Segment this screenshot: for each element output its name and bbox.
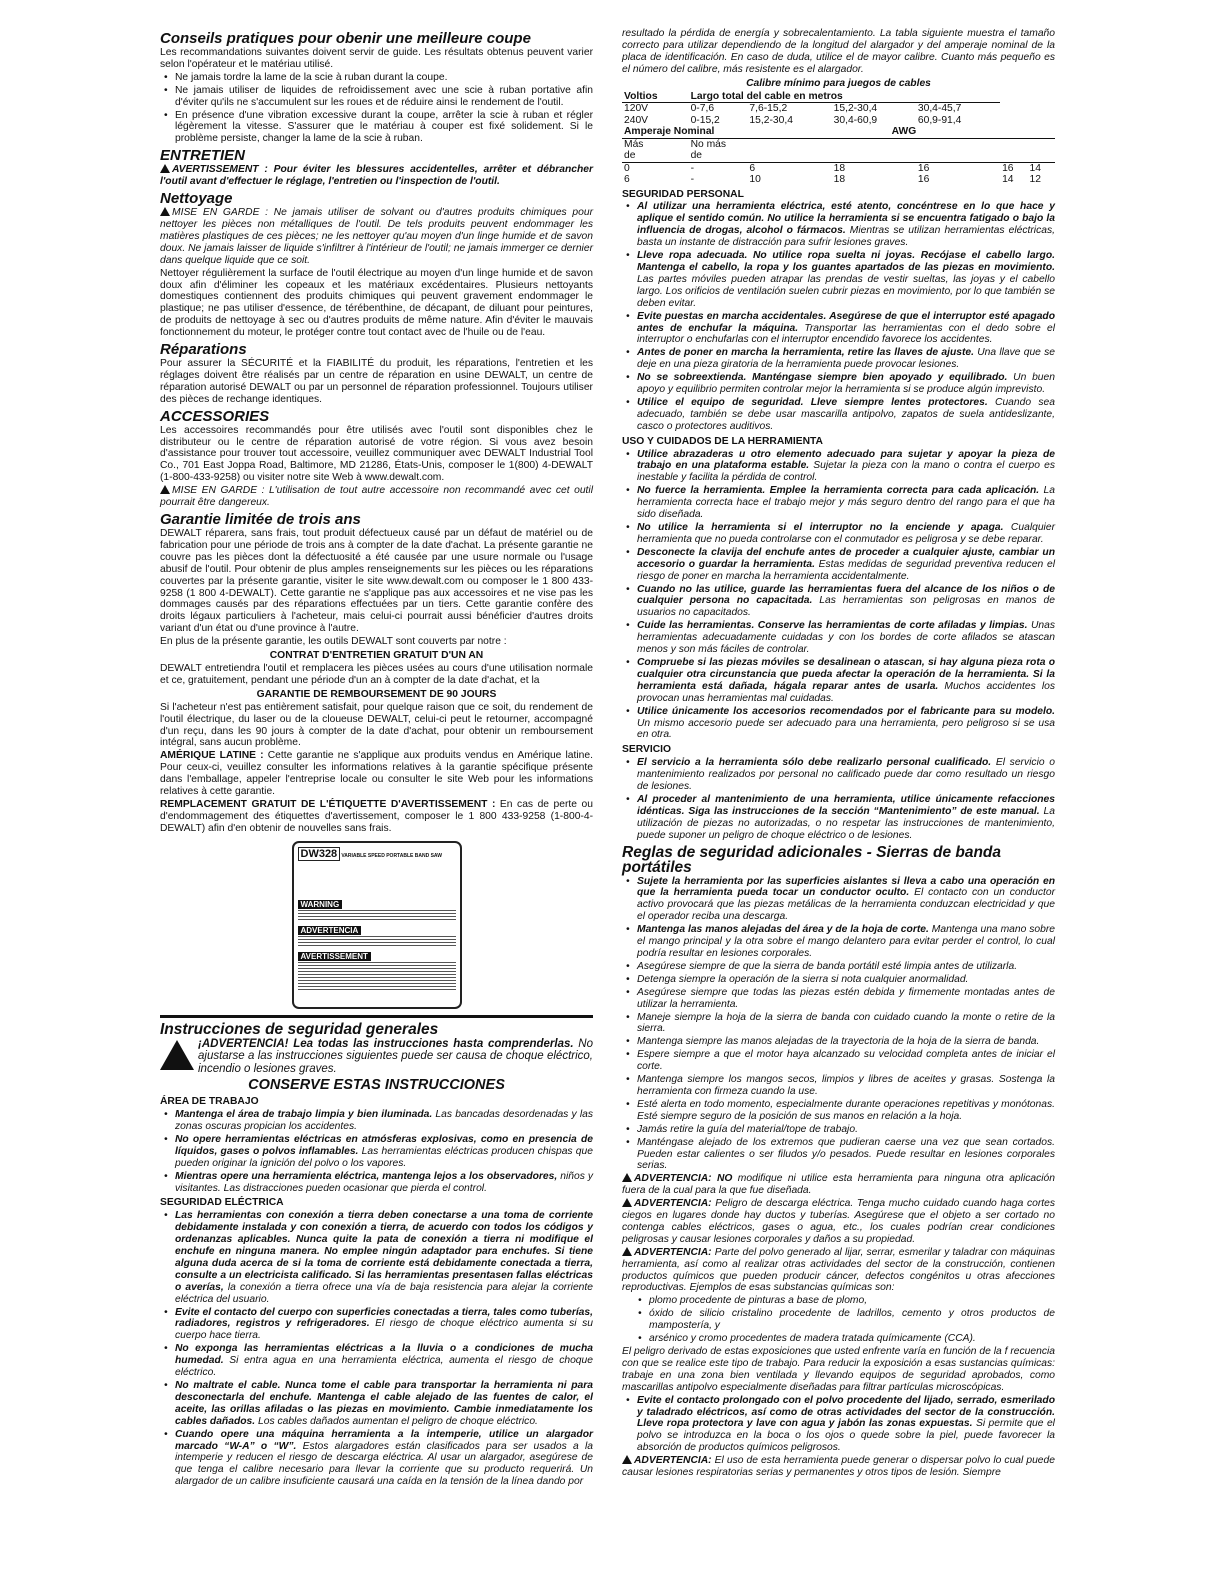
list-item-text: Mientras se utilizan herramientas eléctricas, basta un instante de distracción para sufrir lesiones graves. — [637, 225, 1055, 249]
list-item-text: Sujetar la pieza con la mano o contra el cuerpo es inestable y facilita la pérdida de control. — [637, 460, 1055, 484]
list-item-lead: Evite el contacto prolongado con el polvo procedente del lijado, serrado, esmerilado y taladrado eléctricos, así como de otras actividades del sector de la construcción. Lleve ropa protectora y lave con agua y jabón las zonas expuestas. — [637, 1394, 1055, 1430]
instrucciones-heading: Instrucciones de seguridad generales — [160, 1020, 439, 1038]
advertencia-2 — [622, 1198, 1055, 1246]
table-cell: 18 — [833, 174, 846, 186]
list-item-text: Unas herramientas adecuadamente cuidadas y con los bordes de corte afilados se atascan menos y son más fáciles de controlar. — [637, 620, 1055, 656]
amperage-rows — [622, 162, 1055, 186]
label-text-lines — [298, 936, 456, 948]
label-warning: WARNING — [298, 900, 343, 909]
cable-intro: resultado la pérdida de energía y sobrecalentamiento. La tabla siguiente muestra el tamaño correcto para utilizar dependiendo de la longitud del alargador y del amperaje nominal de la placa de identificación. En caso de duda, utilice el de mayor calibre. Cuanto más pequeño es el número del calibre, más resistente es el alargador. — [622, 28, 1055, 75]
peligro-paragraph: El peligro derivado de estas exposiciones que usted enfrente varía en función de la f recuencia con que se realice este tipo de trabajo. Para reducir la exposición a esas sustancias químicas: trabaje en una zona bien ventilada y llevando equipos de seguridad aprobados, como mascarillas antipolvo especialmente diseñadas para filtrar partículas microscópicas. — [622, 1346, 1055, 1393]
nettoyage-caution — [160, 207, 593, 267]
list-item-lead: Sujete la herramienta por las superficies aislantes si lleva a cabo una operación en que la herramienta pueda tocar un conductor oculto. — [637, 875, 1055, 899]
table-header-largo: Largo total del cable en metros — [689, 91, 1001, 103]
list-item-lead: Al proceder al mantenimiento de una herramienta, utilice únicamente refacciones idénticas. Siga las instrucciones de la sección “Mantenimiento” de este manual. — [637, 793, 1055, 817]
list-item-text: Jamás retire la guía del material/tope de trabajo. — [637, 1123, 858, 1135]
amerique-label: AMÉRIQUE LATINE : — [160, 750, 264, 762]
table-row — [622, 150, 1055, 162]
warning-icon — [622, 1455, 632, 1464]
advertencia-label: ADVERTENCIA: — [634, 1246, 712, 1258]
accessories-heading: ACCESSORIES — [160, 407, 270, 425]
list-item-lead: No exponga las herramientas eléctricas a la lluvia o a condiciones de mucha humedad. — [175, 1343, 593, 1367]
conseils-list — [160, 72, 593, 145]
list-item — [622, 1036, 1055, 1048]
list-item-lead: No fuerce la herramienta. Emplee la herramienta correcta para cada aplicación. — [637, 485, 1040, 497]
list-item — [622, 620, 1055, 656]
contrat-heading: CONTRAT D'ENTRETIEN GRATUIT D'UN AN — [269, 650, 484, 662]
table-cell: 240V — [624, 114, 649, 126]
advertencia-1 — [622, 1173, 1055, 1197]
table-cell: 15,2-30,4 — [833, 103, 878, 115]
list-item — [160, 1429, 593, 1489]
list-item: • Ne jamais tordre la lame de la scie à ruban durant la coupe. — [160, 72, 593, 84]
list-item — [622, 706, 1055, 742]
table-row — [622, 115, 1055, 127]
list-item-text: Mantenga una mano sobre el mango principal y la otra sobre el mango delantero para evitar perder el control, lo cual podría resultar en lesiones corporales. — [637, 924, 1055, 959]
list-item-text: Los cables dañados aumentan el peligro de choque eléctrico. — [255, 1415, 538, 1427]
table-cell: 12 — [1029, 174, 1041, 186]
remplacement-paragraph — [160, 799, 593, 835]
list-item — [622, 1074, 1055, 1098]
table-cell: 14 — [1002, 174, 1014, 186]
nettoyage-body: Nettoyer régulièrement la surface de l'outil électrique au moyen d'un linge humide et de savon doux afin d'éliminer les copeaux et les matériaux excédentaires. Plusieurs nettoyants domestiques contiennent des produits chimiques qui peuvent gravement endommager le plastique; ne pas utiliser d'essence, de térébenthine, de décapant, de diluant pour peintures, de produits de nettoyage à sec ou d'autres produits de même nature. Afin d'éviter le mauvais fonctionnement du moteur, le protéger contre tout contact avec de l'huile ou de l'eau. — [160, 267, 593, 339]
table-cell: 0-7,6 — [690, 103, 715, 115]
list-item-lead: Utilice únicamente los accesorios recomendados por el fabricante para su modelo. — [637, 705, 1055, 717]
list-item-lead: Evite el contacto del cuerpo con superficies conectadas a tierra, tales como tuberías, radiadores, registros y refrigeradores. — [175, 1306, 593, 1330]
table-cell: - — [690, 174, 695, 186]
list-item — [622, 449, 1055, 485]
list-item-lead: No maltrate el cable. Nunca tome el cable para transportar la herramienta ni para desconectarla del enchufe. Mantenga el cable alejado de las fuentes de calor, el aceite, las orillas afiladas o las piezas en movimiento. Cambie inmediatamente los cables dañados. — [175, 1380, 593, 1427]
advertencia-3 — [622, 1247, 1055, 1295]
personal-heading: SEGURIDAD PERSONAL — [622, 188, 744, 200]
list-item: • óxido de silicio cristalino procedente de ladrillos, cemento y otros productos de mampostería, y — [634, 1308, 1055, 1332]
advertencia-text: El uso de esta herramienta puede generar o dispersar polvo lo cual puede causar lesiones respiratorias serias y permanentes y otros tipos de lesión. Siempre — [622, 1455, 1055, 1479]
label-avertissement: AVERTISSEMENT — [298, 952, 371, 961]
list-item — [622, 1137, 1055, 1173]
list-item — [160, 1109, 593, 1133]
list-item-text: Muchos accidentes los provocan unas herramientas mal cuidadas. — [637, 680, 1055, 704]
list-item-text: Transportar las herramientas con el dedo sobre el interruptor o enchufarlas con el interruptor encendido favorece los accidentes. — [637, 322, 1055, 346]
table-cell: 60,9-91,4 — [917, 114, 962, 126]
electrica-list — [160, 1210, 593, 1488]
rembours-heading: GARANTIE DE REMBOURSEMENT DE 90 JOURS — [256, 688, 497, 700]
list-item-text: Cualquier herramienta que no pueda controlarse con el conmutador es peligrosa y se debe reparar. — [637, 522, 1056, 545]
table-cell: 14 — [1029, 162, 1041, 174]
list-item — [160, 1343, 593, 1379]
reparations-body: Pour assurer la SÉCURITÉ et la FIABILITÉ du produit, les réparations, l'entretien et les réglages doivent être réalisés par un centre de réparation en usine DEWALT, un centre de réparation autorisé DEWALT ou par un personnel de réparation professionnel. Toujours utiliser des pièces de rechange identiques. — [160, 358, 593, 405]
warning-icon — [160, 485, 170, 494]
list-item — [622, 1395, 1055, 1455]
accessories-body: Les accessoires recommandés pour être utilisés avec l'outil sont disponibles chez le distributeur ou le centre de réparation autorisé de votre région. Si vous avez besoin d'assistance pour trouver tout accessoire, veuillez communiquer avec DEWALT Industrial Tool Co., 701 East Joppa Road, Baltimore, MD 21286, États-Unis, composer le 1(800) 4-DEWALT (1-800-433-9258) ou visiter notre site Web à www.dewalt.com. — [160, 424, 593, 484]
nettoyage-caution-text: MISE EN GARDE : Ne jamais utiliser de solvant ou d'autres produits chimiques pour nettoyer les pièces non métalliques de l'outil. De tels produits peuvent endommager les matières plastiques de ces pièces; ne les nettoyer qu'au moyen d'un linge humide et de savon doux. Ne jamais laisser de liquide s'infiltrer à l'intérieur de l'outil; ne jamais immerger ce dernier dans quelque liquide que ce soit. — [160, 207, 593, 266]
list-item-text: Las bancadas desordenadas y las zonas oscuras propician los accidentes. — [175, 1109, 593, 1132]
table-cell: 0 — [624, 162, 630, 174]
remplacement-label: REMPLACEMENT GRATUIT DE L'ÉTIQUETTE D'AVERTISSEMENT : — [160, 798, 496, 810]
servicio-list — [622, 757, 1055, 841]
list-item-text: El contacto con un conductor activo provocará que las piezas metálicas de la herramienta conduzcan electricidad y que el operador reciba una descarga. — [637, 887, 1056, 923]
list-item — [622, 584, 1055, 620]
list-item-lead: Utilice el equipo de seguridad. Lleve siempre lentes protectores. — [637, 396, 988, 408]
list-item — [160, 1134, 593, 1170]
voltage-rows — [622, 103, 1055, 127]
label-model: DW328 — [298, 847, 341, 861]
table-row — [622, 138, 1055, 150]
label-subtitle: VARIABLE SPEED PORTABLE BAND SAW — [341, 852, 442, 859]
personal-list — [622, 201, 1055, 432]
label-advertencia: ADVERTENCIA — [298, 926, 362, 935]
list-item-text: Cuando sea adecuado, también se debe usar mascarilla antipolvo, zapatos de suela antideslizante, casco o protectores auditivos. — [637, 396, 1055, 432]
list-item — [622, 657, 1055, 705]
area-list — [160, 1109, 593, 1194]
list-item-text: Detenga siempre la operación de la sierra si nota cualquier anormalidad. — [637, 973, 969, 985]
garantie-heading: Garantie limitée de trois ans — [160, 511, 361, 528]
list-item-text: Si permite que el polvo se introduzca en la boca o los ojos o quede sobre la piel, puede favorecer la absorción de productos químicos peligrosos. — [637, 1418, 1055, 1454]
garantie-body: DEWALT réparera, sans frais, tout produit défectueux causé par un défaut de matériel ou de fabrication pour une période de trois ans à compter de la date d'achat. La présente garantie ne couvre pas les pièces dont la défectuosité a été causée par une usure normale ou l'usage abusif de l'outil. Pour obtenir de plus amples renseignements sur les pièces ou les réparations couvertes par la présente garantie, visiter le site www.dewalt.com ou composer le 1 800 433-9258 (1 800 4-DEWALT). Cette garantie ne s'applique pas aux accessoires et ne vise pas les dommages causés par des réparations effectuées par un tiers. Cette garantie confère des droits légaux particuliers à l'acheteur, mais celui-ci pourrait aussi bénéficier d'autres droits variant d'un état ou d'une province à l'autre. — [160, 528, 593, 635]
remplacement-body: En cas de perte ou d'endommagement des étiquettes d'avertissement, composer le 1 800 433-9258 (1-800-4-DEWALT) afin d'en obtenir de nouvelles sans frais. — [160, 798, 593, 834]
entretien-heading: ENTRETIEN — [160, 147, 246, 165]
warning-icon — [622, 1173, 632, 1182]
list-item-lead: Antes de poner en marcha la herramienta, retire las llaves de ajuste. — [637, 347, 974, 359]
list-item-text: Asegúrese siempre de que la sierra de banda portátil esté limpia antes de utilizarla. — [637, 960, 1018, 972]
list-item-text: Las herramientas eléctricas producen chispas que pueden originar la ignición del polvo o los vapores. — [175, 1145, 593, 1169]
advertencia-text: modifique ni utilice esta herramienta para ninguna otra aplicación fuera de la cual para la que fue diseñada. — [622, 1173, 1055, 1197]
list-item-text: Estas medidas de seguridad preventiva reducen el riesgo de poner en marcha la herramienta accidentalmente. — [637, 558, 1056, 582]
uso-heading: USO Y CUIDADOS DE LA HERRAMIENTA — [622, 435, 823, 447]
list-item-lead: Mientras opere una herramienta eléctrica, mantenga lejos a los observadores, — [175, 1170, 558, 1182]
list-item-text: Estos alargadores están clasificados para ser usados a la intemperie y reducen el riesgo de descarga eléctrica. Al usar un alargador, asegúrese de que tenga el calibre necesario para llevar la corriente que su producto requerirá. Un alargador de un calibre insuficiente causará una caída en la tensión de la línea dando por — [175, 1440, 593, 1488]
table-header-de: de — [689, 150, 832, 162]
polvo-list — [622, 1395, 1055, 1455]
list-item-text: Mantenga siempre las manos alejadas de la trayectoria de la hoja de la sierra de banda. — [637, 1036, 1040, 1048]
reglas-heading: Reglas de seguridad adicionales - Sierras de banda portátiles — [622, 843, 1002, 876]
list-item-lead: No opere herramientas eléctricas en atmósferas explosivas, como en presencia de líquidos, gases o polvos inflamables. — [175, 1133, 593, 1157]
list-item-text: Manténgase alejado de los extremos que pudieran caerse una vez que sean cortados. Pueden estar calientes o ser filudos y/o pesados. Puede resultar en lesiones corporales serias. — [637, 1136, 1055, 1172]
list-item-text: Un mismo accesorio puede ser adecuado para una herramienta, pero peligroso si se usa en otra. — [637, 717, 1055, 741]
list-item: • Ne jamais utiliser de liquides de refroidissement avec une scie à ruban portative afin d'éviter qu'ils ne s'accumulent sur les roues et de réduire ainsi le rendement de l'outil. — [160, 85, 593, 109]
list-item-lead: Lleve ropa adecuada. No utilice ropa suelta ni joyas. Recójase el cabello largo. Mantenga el cabello, la ropa y los guantes apartados de las piezas en movimiento. — [637, 250, 1055, 273]
table-cell: 16 — [917, 162, 930, 174]
table-cell: 30,4-60,9 — [833, 114, 878, 126]
table-row — [622, 126, 1055, 138]
table-cell: 10 — [749, 174, 761, 186]
table-cell: 0-15,2 — [690, 114, 720, 126]
list-item — [160, 1380, 593, 1428]
reglas-list — [622, 876, 1055, 1173]
list-item-lead: Cuide las herramientas. Conserve las herramientas de corte afiladas y limpias. — [637, 620, 1028, 632]
table-row — [622, 162, 1055, 174]
area-heading: ÁREA DE TRABAJO — [160, 1096, 259, 1108]
list-item-text: El servicio o mantenimiento realizados por personal no calificado puede dar como resultado un riesgo de lesiones. — [637, 757, 1056, 793]
advertencia-text: Peligro de descarga eléctrica. Tenga mucho cuidado cuando haga cortes ciegos en lugares donde hay ductos y tuberías. Asegúrese que el objeto a ser cortado no contenga cables eléctricos, gases o agua, etc., los cuales podrían crear condiciones peligrosas y causar lesiones corporales y daños a su propiedad. — [622, 1198, 1055, 1245]
list-item — [160, 1171, 593, 1195]
cable-table — [622, 91, 1055, 186]
table-header-amp: Amperaje Nominal — [622, 126, 832, 138]
amerique-body: Cette garantie ne s'applique aux produits vendus en Amérique latine. Pour ceux-ci, veuillez consulter les informations relatives à la garantie spécifique présente dans l'emballage, appeler l'entreprise locale ou consulter le site Web pour les informations relatives à cette garantie. — [160, 750, 593, 798]
table-cell: 6 — [624, 174, 630, 186]
table-cell: - — [690, 162, 695, 174]
advertencia-text: Parte del polvo generado al lijar, serrar, esmerilar y taladrar con máquinas herramienta, así como al realizar otras actividades del sector de la construcción, contienen productos químicos que pueden producir cáncer, defectos congénitos u otras afecciones reproductivas. Ejemplos de esas substancias químicas son: — [622, 1246, 1055, 1294]
list-item-text: la conexión a tierra ofrece una vía de baja resistencia para alejar la corriente eléctrica del usuario. — [175, 1281, 593, 1305]
table-header-de: de — [622, 150, 689, 162]
table-cell: 16 — [917, 174, 930, 186]
list-item-text: Si entra agua en una herramienta eléctrica, aumenta el riesgo de choque eléctrico. — [175, 1355, 593, 1379]
list-item-lead: El servicio a la herramienta sólo debe realizarlo personal cualificado. — [637, 757, 992, 769]
instrucciones-warning-rest: No ajustarse a las instrucciones siguientes puede ser causa de choque eléctrico, incendio o lesiones graves. — [198, 1037, 593, 1075]
list-item-text: El riesgo de choque eléctrico aumenta si su cuerpo hace tierra. — [175, 1318, 593, 1342]
list-item — [622, 1049, 1055, 1073]
conseils-intro: Les recommandations suivantes doivent servir de guide. Les résultats obtenus peuvent varier selon l'opérateur et le matériau utilisé. — [160, 47, 593, 70]
warning-icon — [160, 1040, 194, 1070]
list-item — [622, 485, 1055, 521]
list-item-text: Mantenga siempre los mangos secos, limpios y libres de aceites y grasas. Sostenga la herramienta con firmeza cuando la use. — [637, 1074, 1055, 1097]
list-item-text: Las partes móviles pueden atrapar las prendas de vestir sueltas, las joyas y el cabello largo. Los orificios de ventilación suelen cubrir piezas en movimiento, por lo que también se deben evitar. — [637, 273, 1055, 309]
list-item — [622, 961, 1055, 973]
list-item: • En présence d'une vibration excessive durant la coupe, arrêter la scie à ruban et régler légèrement la vitesse. S'assurer que le matériau à couper est fixé solidement. Si le problème persiste, changer la lame de la scie à ruban. — [160, 110, 593, 146]
advertencia-4 — [622, 1455, 1055, 1479]
advertencia-label: ADVERTENCIA: — [634, 1455, 712, 1467]
list-item-lead: Cuando opere una máquina herramienta a la intemperie, utilice un alargador marcado “W-A” o “W”. — [175, 1428, 593, 1452]
rembours-body: Si l'acheteur n'est pas entièrement satisfait, pour quelque raison que ce soit, du rendement de l'outil électrique, du laser ou de la cloueuse DEWALT, celui-ci peut le retourner, accompagné d'un reçu, dans les 90 jours à compter de la date d'achat, pour obtenir un remboursement intégral, sans aucun problème. — [160, 701, 593, 749]
list-item — [622, 547, 1055, 583]
cable-table-title: Calibre mínimo para juegos de cables — [746, 77, 931, 89]
list-item-text: Un buen apoyo y equilibrio permiten controlar mejor la herramienta si se produce algún imprevisto. — [637, 372, 1055, 396]
list-item — [160, 1307, 593, 1343]
list-item-lead: Desconecte la clavija del enchufe antes de proceder a cualquier ajuste, cambiar un accesorio o guardar la herramienta. — [637, 546, 1055, 570]
entretien-warning — [160, 164, 593, 188]
list-item — [622, 924, 1055, 960]
list-item-text: Asegúrese siempre que todas las piezas estén debida y firmemente montadas antes de utilizar la herramienta. — [637, 986, 1055, 1010]
list-item-lead: Mantenga el área de trabajo limpia y bien iluminada. — [175, 1109, 433, 1121]
list-item — [622, 1099, 1055, 1123]
amerique-paragraph — [160, 750, 593, 798]
chem-list — [634, 1295, 1055, 1345]
table-row — [622, 91, 1055, 103]
table-header-mas: Más — [624, 138, 644, 150]
list-item — [622, 876, 1055, 924]
advertencia-label: ADVERTENCIA: — [634, 1198, 712, 1210]
list-item — [622, 987, 1055, 1011]
table-row — [622, 174, 1055, 186]
list-item — [160, 1210, 593, 1305]
servicio-heading: SERVICIO — [622, 744, 672, 756]
list-item-lead: Compruebe si las piezas móviles se desalinean o atascan, si hay alguna pieza rota o cualquier otra circunstancia que pueda afectar la operación de la herramienta. Si la herramienta está dañada, hágala reparar antes de usarla. — [637, 656, 1055, 692]
list-item — [622, 1124, 1055, 1136]
instrucciones-warning — [160, 1038, 593, 1077]
list-item-text: Esté alerta en todo momento, especialmente durante operaciones repetitivas y monótonas. Esté siempre seguro de la posición de sus manos en relación a la hoja. — [637, 1098, 1055, 1122]
list-item: • arsénico y cromo procedentes de madera tratada químicamente (CCA). — [634, 1333, 1055, 1345]
nettoyage-heading: Nettoyage — [160, 190, 233, 208]
list-item-lead: Cuando no las utilice, guarde las herramientas fuera del alcance de los niños o de cualquier persona no capacitada. — [637, 583, 1055, 607]
right-column — [622, 28, 1055, 1480]
accessories-caution-text: MISE EN GARDE : L'utilisation de tout autre accessoire non recommandé avec cet outil pourrait être dangereux. — [160, 485, 593, 509]
table-cell: 30,4-45,7 — [917, 103, 962, 115]
list-item-text: Espere siempre a que el motor haya alcanzado su velocidad completa antes de iniciar el corte. — [637, 1049, 1055, 1073]
list-item — [622, 201, 1055, 249]
list-item-lead: No se sobreextienda. Manténgase siempre bien apoyado y equilibrado. — [637, 372, 1008, 384]
list-item-lead: No utilice la herramienta si el interruptor no la enciende y apaga. — [637, 522, 1004, 533]
list-item-text: Las herramientas son peligrosas en manos de usuarios no capacitados. — [637, 595, 1055, 619]
list-item — [622, 794, 1055, 842]
instrucciones-warning-bold: ¡ADVERTENCIA! Lea todas las instrucciones hasta comprenderlas. — [198, 1037, 574, 1050]
list-item — [622, 397, 1055, 433]
list-item-text: niños y visitantes. Las distracciones pueden ocasionar que pierda el control. — [175, 1170, 593, 1194]
list-item — [622, 1012, 1055, 1036]
warning-icon — [622, 1198, 632, 1207]
table-cell: 6 — [749, 162, 756, 174]
list-item-text: Una llave que se deje en una pieza giratoria de la herramienta puede provocar lesiones. — [637, 347, 1055, 371]
left-column — [160, 28, 593, 1489]
table-cell: 15,2-30,4 — [749, 114, 793, 126]
warning-icon — [622, 1247, 632, 1256]
list-item-lead: Las herramientas con conexión a tierra deben conectarse a una toma de corriente debidamente instalada y con conexión a tierra, de acuerdo con todos los códigos y ordenanzas aplicables. Nunca quite la pata de conexión a tierra ni modifique el enchufe en ninguna manera. No emplee ningún adaptador para enchufes. Si tiene alguna duda acerca de si la toma de corriente está debidamente conectada a tierra, consulte a un electricista calificado. Si las herramientas presentasen fallas eléctricas o averías, — [175, 1210, 593, 1293]
table-cell: 120V — [624, 103, 649, 115]
list-item — [622, 347, 1055, 371]
list-item-lead: Utilice abrazaderas u otro elemento adecuado para sujetar y apoyar la pieza de trabajo en una plataforma estable. — [637, 448, 1055, 472]
list-item — [622, 757, 1055, 793]
list-item — [622, 522, 1055, 546]
list-item — [622, 311, 1055, 347]
table-row — [622, 103, 1055, 115]
list-item — [622, 372, 1055, 396]
warning-label-image — [292, 841, 462, 1009]
list-item-text: Maneje siempre la hoja de la sierra de banda con cuidado cuando la monte o retire de la sierra. — [637, 1011, 1055, 1035]
table-header-voltios: Voltios — [622, 91, 689, 103]
table-cell: 16 — [1002, 162, 1014, 174]
conseils-heading: Conseils pratiques pour obenir une meilleure coupe — [160, 30, 531, 47]
reparations-heading: Réparations — [160, 341, 247, 359]
table-header-awg: AWG — [832, 126, 1055, 138]
uso-list — [622, 449, 1055, 742]
list-item-lead: Evite puestas en marcha accidentales. Asegúrese de que el interruptor esté apagado antes de enchufar la máquina. — [637, 310, 1055, 334]
table-header-nomas: No más — [690, 138, 727, 150]
list-item — [622, 250, 1055, 310]
list-item: • plomo procedente de pinturas a base de plomo, — [634, 1295, 1055, 1307]
table-cell: 18 — [833, 162, 846, 174]
label-text-lines — [298, 962, 456, 990]
advertencia-label: ADVERTENCIA: NO — [634, 1173, 733, 1185]
list-item — [622, 974, 1055, 986]
list-item-text: La herramienta correcta hace el trabajo mejor y más seguro dentro del rango para el que ha sido diseñada. — [637, 485, 1055, 521]
table-cell: 7,6-15,2 — [749, 103, 788, 115]
electrica-heading: SEGURIDAD ELÉCTRICA — [160, 1197, 284, 1209]
warning-icon — [160, 164, 170, 173]
garantie-plus: En plus de la présente garantie, les outils DEWALT sont couverts par notre : — [160, 636, 507, 648]
section-divider — [160, 1015, 593, 1018]
list-item-lead: Al utilizar una herramienta eléctrica, esté atento, concéntrese en lo que hace y aplique el sentido común. No utilice la herramienta si se encuentra fatigado o bajo la influencia de drogas, alcohol o fármacos. — [637, 201, 1055, 237]
accessories-caution — [160, 485, 593, 509]
list-item-text: La utilización de piezas no autorizadas, o no respetar las instrucciones de mantenimiento, puede suponer un peligro de choque eléctrico o de lesiones. — [637, 805, 1055, 841]
conserve-heading: CONSERVE ESTAS INSTRUCCIONES — [248, 1077, 505, 1094]
list-item-lead: Mantenga las manos alejadas del área y de la hoja de corte. — [637, 924, 929, 936]
label-text-lines — [298, 910, 456, 922]
warning-icon — [160, 207, 170, 216]
entretien-warning-text: AVERTISSEMENT : Pour éviter les blessures accidentelles, arrêter et débrancher l'outil avant d'effectuer le réglage, l'entretien ou l'inspection de l'outil. — [160, 164, 593, 188]
contrat-body: DEWALT entretiendra l'outil et remplacera les pièces usées au cours d'une utilisation normale et ce, gratuitement, pendant une période d'un an à compter de la date d'achat, et la — [160, 662, 593, 686]
